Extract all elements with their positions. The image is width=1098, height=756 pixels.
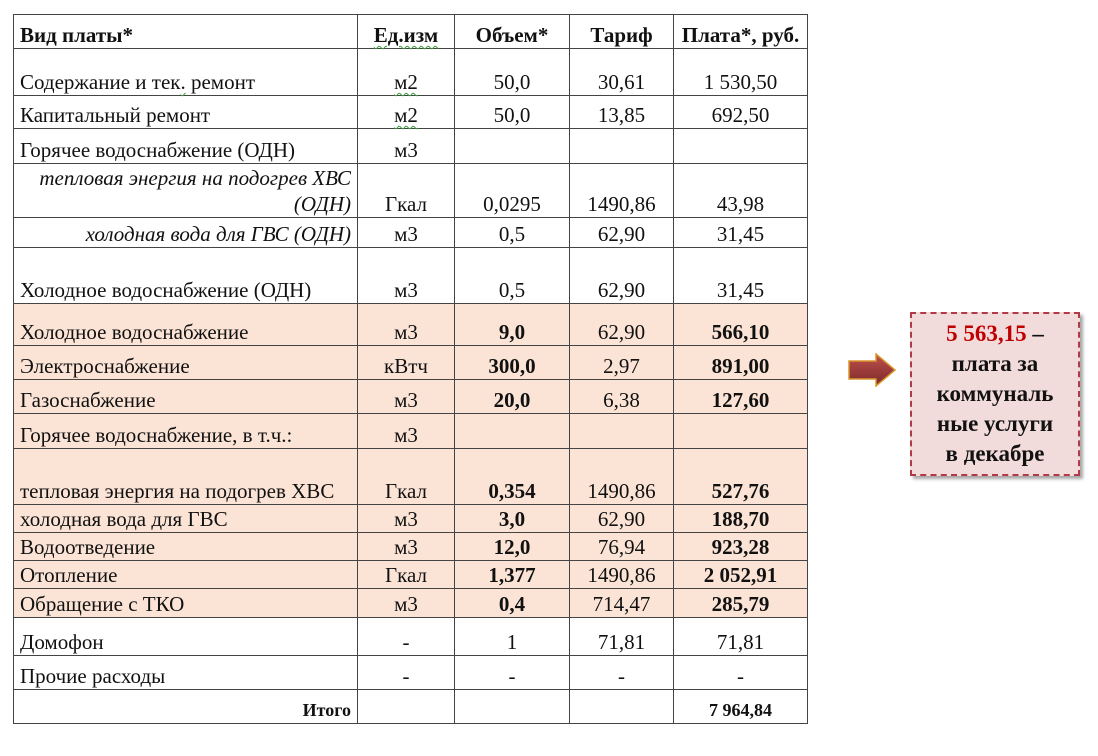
row-volume: - — [455, 656, 570, 690]
row-volume: 3,0 — [455, 505, 570, 533]
row-tariff: 71,81 — [570, 618, 674, 656]
row-tariff: 62,90 — [570, 304, 674, 346]
table-row — [14, 380, 808, 414]
row-unit: Гкал — [358, 561, 455, 589]
table-row — [14, 414, 808, 449]
table-row — [14, 218, 808, 248]
total-empty-cell — [455, 690, 570, 724]
payment-table — [13, 14, 808, 724]
row-name: Прочие расходы — [14, 656, 358, 690]
table-row — [14, 589, 808, 618]
row-unit: Гкал — [358, 449, 455, 505]
row-unit: м3 — [358, 533, 455, 561]
row-payment: 71,81 — [674, 618, 808, 656]
row-name: Горячее водоснабжение, в т.ч.: — [14, 414, 358, 449]
row-unit: м3 — [358, 414, 455, 449]
row-unit: м3 — [358, 304, 455, 346]
row-volume: 50,0 — [455, 96, 570, 129]
row-payment: 566,10 — [674, 304, 808, 346]
header-payment: Плата*, руб. — [674, 15, 808, 49]
arrow-right-icon — [848, 353, 896, 387]
row-tariff: 30,61 — [570, 49, 674, 96]
row-volume: 0,0295 — [455, 164, 570, 218]
row-name: Отопление — [14, 561, 358, 589]
row-payment: 891,00 — [674, 346, 808, 380]
row-payment: 923,28 — [674, 533, 808, 561]
row-unit: м3 — [358, 380, 455, 414]
callout-amount-line — [946, 319, 1044, 349]
utilities-summary-callout — [910, 312, 1080, 476]
row-name: тепловая энергия на подогрев ХВС — [14, 449, 358, 505]
row-tariff: 62,90 — [570, 218, 674, 248]
row-tariff: 714,47 — [570, 589, 674, 618]
row-unit: кВтч — [358, 346, 455, 380]
row-tariff: 6,38 — [570, 380, 674, 414]
callout-text-line: в декабре — [945, 441, 1045, 466]
row-volume: 0,5 — [455, 248, 570, 304]
row-volume: 12,0 — [455, 533, 570, 561]
callout-dash: – — [1026, 321, 1044, 346]
row-payment: 43,98 — [674, 164, 808, 218]
row-volume — [455, 414, 570, 449]
table-row — [14, 248, 808, 304]
total-payment: 7 964,84 — [674, 690, 808, 724]
row-volume: 0,4 — [455, 589, 570, 618]
row-volume — [455, 129, 570, 164]
header-type: Вид платы* — [14, 15, 358, 49]
table-row — [14, 96, 808, 129]
row-payment: 1 530,50 — [674, 49, 808, 96]
row-payment: 31,45 — [674, 248, 808, 304]
row-name: Горячее водоснабжение (ОДН) — [14, 129, 358, 164]
callout-text-line: ные услуги — [936, 411, 1054, 436]
header-tariff: Тариф — [570, 15, 674, 49]
row-tariff: 1490,86 — [570, 561, 674, 589]
total-empty-cell — [358, 690, 455, 724]
callout-text-line: плата за — [951, 351, 1039, 376]
row-payment — [674, 129, 808, 164]
row-payment — [674, 414, 808, 449]
row-unit: - — [358, 618, 455, 656]
row-unit: м2 — [358, 96, 455, 129]
row-name: Содержание и тек. ремонт — [14, 49, 358, 96]
row-tariff: 62,90 — [570, 505, 674, 533]
row-unit: Гкал — [358, 164, 455, 218]
row-volume: 9,0 — [455, 304, 570, 346]
table-row — [14, 561, 808, 589]
row-tariff: 13,85 — [570, 96, 674, 129]
row-tariff — [570, 129, 674, 164]
header-volume: Объем* — [455, 15, 570, 49]
row-tariff: 76,94 — [570, 533, 674, 561]
total-empty-cell — [570, 690, 674, 724]
table-row — [14, 164, 808, 218]
row-payment: 188,70 — [674, 505, 808, 533]
row-name: Газоснабжение — [14, 380, 358, 414]
row-volume: 20,0 — [455, 380, 570, 414]
row-payment: 31,45 — [674, 218, 808, 248]
row-volume: 300,0 — [455, 346, 570, 380]
table-row — [14, 505, 808, 533]
row-name: Холодное водоснабжение (ОДН) — [14, 248, 358, 304]
row-tariff: 62,90 — [570, 248, 674, 304]
total-row — [14, 690, 808, 724]
row-payment: - — [674, 656, 808, 690]
row-volume: 1 — [455, 618, 570, 656]
row-unit: м3 — [358, 589, 455, 618]
table-row — [14, 346, 808, 380]
row-name: Капитальный ремонт — [14, 96, 358, 129]
row-name: Электроснабжение — [14, 346, 358, 380]
row-tariff: - — [570, 656, 674, 690]
row-unit: м3 — [358, 505, 455, 533]
row-payment: 527,76 — [674, 449, 808, 505]
table-row — [14, 533, 808, 561]
row-name: холодная вода для ГВС — [14, 505, 358, 533]
row-name: тепловая энергия на подогрев ХВС (ОДН) — [14, 164, 358, 218]
table-row — [14, 49, 808, 96]
row-tariff — [570, 414, 674, 449]
row-unit: м2 — [358, 49, 455, 96]
row-volume: 0,5 — [455, 218, 570, 248]
row-unit: м3 — [358, 248, 455, 304]
row-unit: м3 — [358, 129, 455, 164]
row-name: Водоотведение — [14, 533, 358, 561]
table-row — [14, 449, 808, 505]
row-name: Обращение с ТКО — [14, 589, 358, 618]
header-unit: Ед.изм — [358, 15, 455, 49]
row-unit: - — [358, 656, 455, 690]
table-row — [14, 129, 808, 164]
row-payment: 127,60 — [674, 380, 808, 414]
table-row — [14, 304, 808, 346]
row-payment: 285,79 — [674, 589, 808, 618]
row-tariff: 2,97 — [570, 346, 674, 380]
row-unit: м3 — [358, 218, 455, 248]
table-row — [14, 656, 808, 690]
row-name: Холодное водоснабжение — [14, 304, 358, 346]
callout-amount: 5 563,15 — [946, 321, 1027, 346]
row-volume: 1,377 — [455, 561, 570, 589]
total-label: Итого — [14, 690, 358, 724]
table-row — [14, 618, 808, 656]
row-name: холодная вода для ГВС (ОДН) — [14, 218, 358, 248]
table-header-row — [14, 15, 808, 49]
row-payment: 692,50 — [674, 96, 808, 129]
row-volume: 50,0 — [455, 49, 570, 96]
callout-text-line: коммуналь — [936, 381, 1054, 406]
row-tariff: 1490,86 — [570, 164, 674, 218]
row-tariff: 1490,86 — [570, 449, 674, 505]
row-payment: 2 052,91 — [674, 561, 808, 589]
row-volume: 0,354 — [455, 449, 570, 505]
row-name: Домофон — [14, 618, 358, 656]
